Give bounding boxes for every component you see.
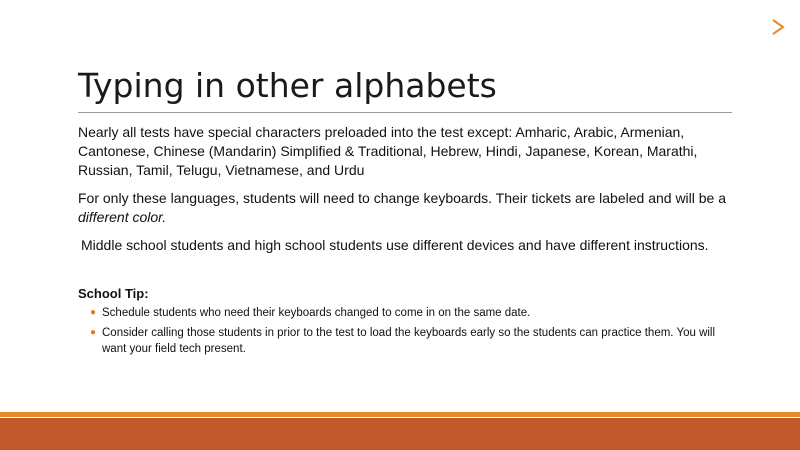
list-item: [90, 325, 730, 357]
paragraph-change-keyboards: [78, 189, 742, 227]
slide-title: Typing in other alphabets: [78, 66, 497, 105]
school-tip-list: [90, 305, 730, 361]
title-divider: [78, 112, 732, 113]
bullet-icon: ●: [90, 307, 97, 318]
tip-text: Schedule students who need their keyboards changed to come in on the same date.: [102, 307, 531, 319]
footer-accent-band: [0, 412, 800, 417]
paragraph-change-keyboards-text: For only these languages, students will need to change keyboards. Their tickets are labeled and will be a: [78, 190, 727, 206]
footer-band: [0, 418, 800, 450]
paragraph-preloaded-languages: Nearly all tests have special characters preloaded into the test except: Amharic, Arabic, Armenian, Cantonese, Chinese (Mandarin) Simplified & Traditional, Hebrew, Hindi, Japanese, Korean, Marathi, Russian, Tamil, Telugu, Vietnamese, and Urdu: [78, 124, 698, 178]
paragraph-devices: Middle school students and high school students use different devices and have different instructions.: [81, 237, 709, 253]
different-color-emphasis: different color.: [78, 209, 167, 225]
list-item: [90, 305, 730, 321]
arrow-right-icon: [769, 18, 787, 36]
school-tip-heading: School Tip:: [78, 286, 149, 301]
tip-text: Consider calling those students in prior to the test to load the keyboards early so the students can practice them. You will want your field tech present.: [102, 327, 716, 355]
bullet-icon: ●: [90, 327, 97, 338]
